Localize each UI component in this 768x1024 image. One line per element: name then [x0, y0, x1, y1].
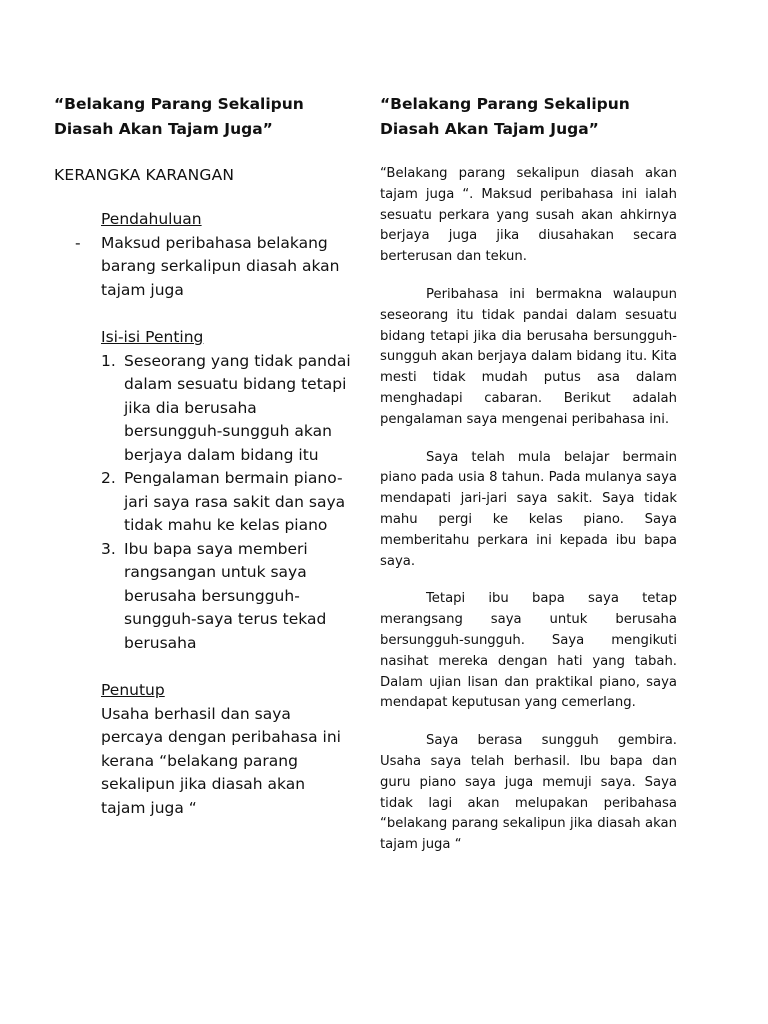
main-point-item — [101, 350, 354, 468]
main-point-item — [101, 538, 354, 656]
main-point-item — [101, 467, 354, 538]
essay-title-line-1: “Belakang Parang Sekalipun — [380, 95, 630, 113]
main-point-text: Ibu bapa saya memberi rangsangan untuk saya berusaha bersungguh-sungguh-saya terus tekad berusaha — [124, 539, 327, 652]
intro-item — [75, 232, 354, 303]
essay-title — [380, 92, 677, 142]
closing-text: Usaha berhasil dan saya percaya dengan peribahasa ini kerana “belakang parang sekalipun jika diasah akan tajam juga “ — [101, 704, 341, 817]
intro-list — [75, 232, 354, 303]
main-point-text: Pengalaman bermain piano-jari saya rasa sakit dan saya tidak mahu ke kelas piano — [124, 469, 346, 534]
essay-paragraph: “Belakang parang sekalipun diasah akan tajam juga “. Maksud peribahasa ini ialah sesuatu perkara yang susah akan ahkirnya berjaya juga jika diusahakan secara berterusan dan tekun. — [380, 166, 677, 265]
outline-title-line-1: “Belakang Parang Sekalipun — [54, 95, 304, 113]
intro-item-text: Maksud peribahasa belakang barang serkalipun diasah akan tajam juga — [101, 233, 340, 299]
essay-column — [380, 92, 677, 856]
closing-heading: Penutup — [101, 681, 165, 699]
main-point-text: Seseorang yang tidak pandai dalam sesuatu bidang tetapi jika dia berusaha bersungguh-sungguh akan berjaya dalam bidang itu — [124, 351, 351, 464]
essay-paragraph: Peribahasa ini bermakna walaupun seseorang itu tidak pandai dalam sesuatu bidang tetapi jika dia berusaha bersungguh-sungguh akan berjaya dalam bidang itu. Kita mesti tidak mudah putus asa dalam menghadapi cabaran. Berikut adalah pengalaman saya mengenai peribahasa ini. — [380, 286, 677, 427]
essay-paragraph: Saya telah mula belajar bermain piano pada usia 8 tahun. Pada mulanya saya mendapati jari-jari saya sakit. Saya tidak mahu pergi ke kelas piano. Saya memberitahu perkara ini kepada ibu bapa saya. — [380, 449, 677, 569]
intro-heading: Pendahuluan — [101, 210, 202, 228]
outline-title-line-2: Diasah Akan Tajam Juga” — [54, 120, 273, 138]
outline-title — [54, 92, 354, 142]
essay-title-line-2: Diasah Akan Tajam Juga” — [380, 120, 599, 138]
essay-paragraph: Saya berasa sungguh gembira. Usaha saya telah berhasil. Ibu bapa dan guru piano saya juga memuji saya. Saya tidak lagi akan melupakan peribahasa “belakang parang sekalipun jika diasah akan tajam juga “ — [380, 733, 677, 853]
main-points-heading: Isi-isi Penting — [101, 328, 204, 346]
list-dash-marker: - — [75, 233, 81, 252]
main-points-list — [101, 350, 354, 656]
outline-heading: KERANGKA KARANGAN — [54, 166, 235, 184]
main-point-number: 1. — [101, 351, 116, 370]
outline-column — [54, 92, 354, 820]
main-point-number: 3. — [101, 539, 116, 558]
essay-paragraph: Tetapi ibu bapa saya tetap merangsang saya untuk berusaha bersungguh-sungguh. Saya mengikuti nasihat mereka dengan hati yang tabah. Dalam ujian lisan dan praktikal piano, saya mendapat keputusan yang cemerlang. — [380, 591, 677, 711]
main-point-number: 2. — [101, 469, 116, 487]
